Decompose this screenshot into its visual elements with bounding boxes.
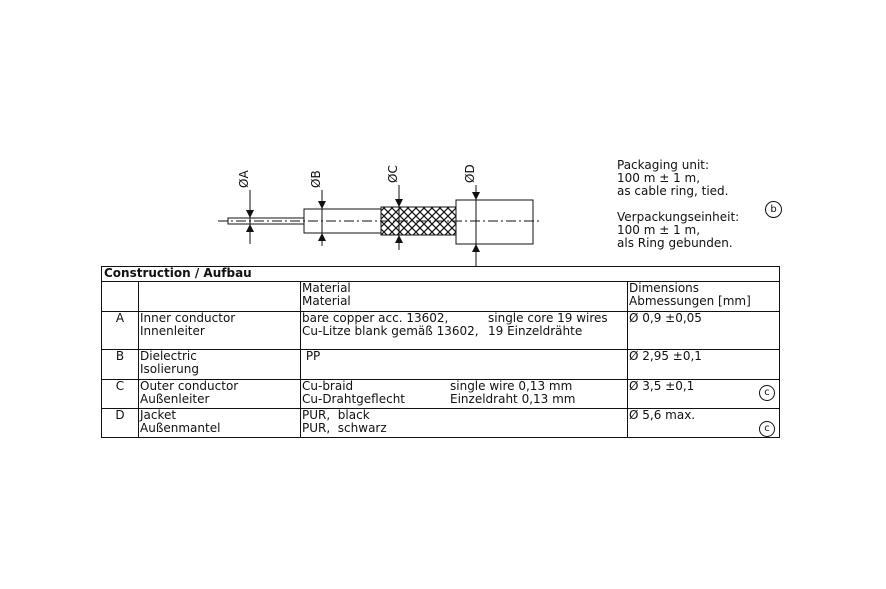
row-name: Dielectric <box>140 349 197 363</box>
row-name-cell <box>139 312 301 350</box>
row-material: PUR, black <box>302 408 370 422</box>
row-material-cell <box>301 380 628 409</box>
row-name: Innenleiter <box>140 324 205 338</box>
header-dimensions: Abmessungen [mm] <box>629 294 751 308</box>
row-dimension-cell <box>628 380 780 409</box>
header-material: Material <box>302 294 351 308</box>
row-dimension: Ø 3,5 ±0,1 <box>629 379 695 393</box>
revision-mark-b: b <box>765 201 782 218</box>
header-code-cell <box>102 282 139 312</box>
header-material-cell <box>301 282 628 312</box>
header-name-cell <box>139 282 301 312</box>
row-name: Jacket <box>140 408 177 422</box>
row-material: Cu-Litze blank gemäß 13602, <box>302 324 479 338</box>
row-material: bare copper acc. 13602, <box>302 311 449 325</box>
row-name: Außenleiter <box>140 392 210 406</box>
table-row <box>102 409 780 438</box>
row-dimension-cell <box>628 312 780 350</box>
row-material-detail: single wire 0,13 mm <box>450 379 573 393</box>
row-material: Cu-braid <box>302 379 354 393</box>
revision-mark-c: c <box>759 421 775 437</box>
packaging-en-line: as cable ring, tied. <box>617 184 729 198</box>
row-code: A <box>102 312 139 350</box>
row-material: PP <box>302 349 321 363</box>
header-dimensions: Dimensions <box>629 281 700 295</box>
row-material-detail: single core 19 wires <box>488 311 608 325</box>
row-material-cell <box>301 350 628 380</box>
table-row <box>102 312 780 350</box>
row-name-cell <box>139 409 301 438</box>
row-dimension-cell <box>628 350 780 380</box>
row-dimension-cell <box>628 409 780 438</box>
table-title: Construction / Aufbau <box>102 267 780 282</box>
packaging-de-line: als Ring gebunden. <box>617 236 733 250</box>
packaging-de <box>617 211 739 250</box>
table-header-row <box>102 282 780 312</box>
row-material-cell <box>301 312 628 350</box>
row-name: Isolierung <box>140 362 199 376</box>
packaging-de-line: Verpackungseinheit: <box>617 210 740 224</box>
dim-label-d: ØD <box>463 164 477 183</box>
packaging-de-line: 100 m ± 1 m, <box>617 223 701 237</box>
row-name-cell <box>139 350 301 380</box>
row-material-detail: Einzeldraht 0,13 mm <box>450 392 576 406</box>
row-name: Außenmantel <box>140 421 221 435</box>
header-material: Material <box>302 281 351 295</box>
row-dimension: Ø 5,6 max. <box>629 408 696 422</box>
row-dimension: Ø 2,95 ±0,1 <box>629 349 702 363</box>
construction-table <box>101 266 780 438</box>
row-name-cell <box>139 380 301 409</box>
revision-mark-c: c <box>759 385 775 401</box>
table-row <box>102 350 780 380</box>
table-row <box>102 380 780 409</box>
dim-label-c: ØC <box>386 165 400 183</box>
packaging-en-line: 100 m ± 1 m, <box>617 171 701 185</box>
row-material-cell <box>301 409 628 438</box>
row-material: Cu-Drahtgeflecht <box>302 392 406 406</box>
dim-label-a: ØA <box>237 170 251 188</box>
row-code: D <box>102 409 139 438</box>
row-dimension: Ø 0,9 ±0,05 <box>629 311 702 325</box>
jacket-shape <box>456 200 533 244</box>
dim-label-b: ØB <box>309 170 323 188</box>
row-name: Outer conductor <box>140 379 239 393</box>
header-dimensions-cell <box>628 282 780 312</box>
table-title-row <box>102 267 780 282</box>
row-name: Inner conductor <box>140 311 236 325</box>
packaging-en <box>617 159 729 198</box>
row-code: B <box>102 350 139 380</box>
row-code: C <box>102 380 139 409</box>
row-material: PUR, schwarz <box>302 421 387 435</box>
row-material-detail: 19 Einzeldrähte <box>488 324 583 338</box>
packaging-en-line: Packaging unit: <box>617 158 710 172</box>
